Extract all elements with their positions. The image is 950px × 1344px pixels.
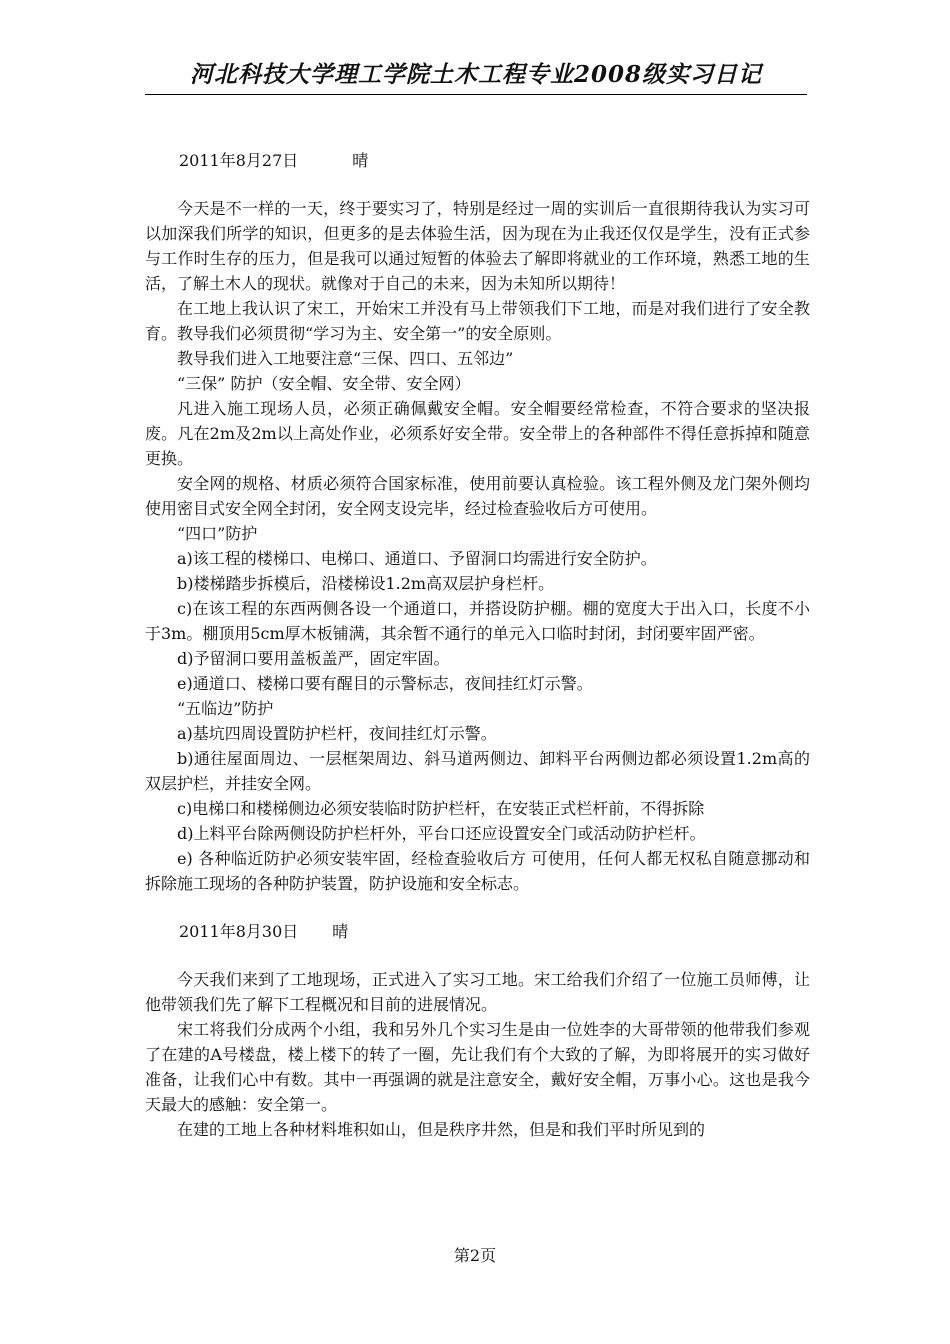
page-number: 第2页 — [453, 1246, 497, 1265]
document-body — [145, 148, 810, 1142]
paragraph: 安全网的规格、材质必须符合国家标准，使用前要认真检验。该工程外侧及龙门架外侧均使用密目式安全网全封闭，安全网支设完毕，经过检查验收后方可使用。 — [145, 474, 810, 518]
paragraph: “三保” 防护（安全帽、安全带、安全网） — [177, 374, 471, 393]
paragraph: a)基坑四周设置防护栏杆，夜间挂红灯示警。 — [177, 724, 497, 743]
entry-weather: 晴 — [332, 922, 349, 941]
paragraph: b)通往屋面周边、一层框架周边、斜马道两侧边、卸料平台两侧边都必须设置1.2m高的双层护栏，并挂安全网。 — [145, 749, 810, 793]
paragraph: c)电梯口和楼梯侧边必须安装临时防护栏杆，在安装正式栏杆前，不得拆除 — [177, 799, 705, 818]
paragraph: e)通道口、楼梯口要有醒目的示警标志，夜间挂红灯示警。 — [177, 674, 593, 693]
paragraph: 教导我们进入工地要注意“三保、四口、五邻边” — [177, 349, 514, 368]
entry-date-line — [145, 919, 810, 944]
paragraph: 凡进入施工现场人员，必须正确佩戴安全帽。安全帽要经常检查，不符合要求的坚决报废。凡在2m及2m以上高处作业，必须系好安全带。安全带上的各种部件不得任意拆掉和随意更换。 — [145, 399, 810, 468]
document-header: 河北科技大学理工学院土木工程专业2008级实习日记 — [145, 60, 807, 95]
paragraph: c)在该工程的东西两侧各设一个通道口，并搭设防护棚。棚的宽度大于出入口，长度不小于3m。棚顶用5cm厚木板铺满，其余暂不通行的单元入口临时封闭，封闭要牢固严密。 — [145, 599, 810, 643]
entry-date: 2011年8月27日 — [179, 151, 299, 170]
paragraph: a)该工程的楼梯口、电梯口、通道口、予留洞口均需进行安全防护。 — [177, 549, 657, 568]
paragraph: d)予留洞口要用盖板盖严，固定牢固。 — [177, 649, 450, 668]
paragraph: 在工地上我认识了宋工，开始宋工并没有马上带领我们下工地，而是对我们进行了安全教育。教导我们必须贯彻“学习为主、安全第一”的安全原则。 — [145, 299, 810, 343]
paragraph: 今天我们来到了工地现场，正式进入了实习工地。宋工给我们介绍了一位施工员师傅，让他带领我们先了解下工程概况和目前的进展情况。 — [145, 970, 810, 1014]
entry-weather: 晴 — [352, 151, 369, 170]
paragraph: 宋工将我们分成两个小组，我和另外几个实习生是由一位姓李的大哥带领的他带我们参观了在建的A号楼盘，楼上楼下的转了一圈，先让我们有个大致的了解，为即将展开的实习做好准备，让我们心中有数。其中一再强调的就是注意安全，戴好安全帽，万事小心。这也是我今天最大的感触：安全第一。 — [145, 1020, 810, 1114]
entry-date: 2011年8月30日 — [179, 922, 299, 941]
paragraph: “四口”防护 — [177, 524, 258, 543]
paragraph: d)上料平台除两侧设防护栏杆外，平台口还应设置安全门或活动防护栏杆。 — [177, 824, 706, 843]
paragraph: b)楼梯踏步拆模后，沿楼梯设1.2m高双层护身栏杆。 — [177, 574, 555, 593]
paragraph: e) 各种临近防护必须安装牢固，经检查验收后方 可使用，任何人都无权私自随意挪动和拆除施工现场的各种防护装置，防护设施和安全标志。 — [145, 849, 810, 893]
paragraph: 今天是不一样的一天，终于要实习了，特别是经过一周的实训后一直很期待我认为实习可以加深我们所学的知识，但更多的是去体验生活，因为现在为止我还仅仅是学生，没有正式参与工作时生存的压力，但是我可以通过短暂的体验去了解即将就业的工作环境，熟悉工地的生活，了解土木人的现状。就像对于自己的未来，因为未知所以期待！ — [145, 199, 810, 293]
paragraph: “五临边”防护 — [177, 699, 274, 718]
paragraph: 在建的工地上各种材料堆积如山，但是秩序井然，但是和我们平时所见到的 — [177, 1120, 706, 1139]
entry-date-line — [145, 148, 810, 173]
